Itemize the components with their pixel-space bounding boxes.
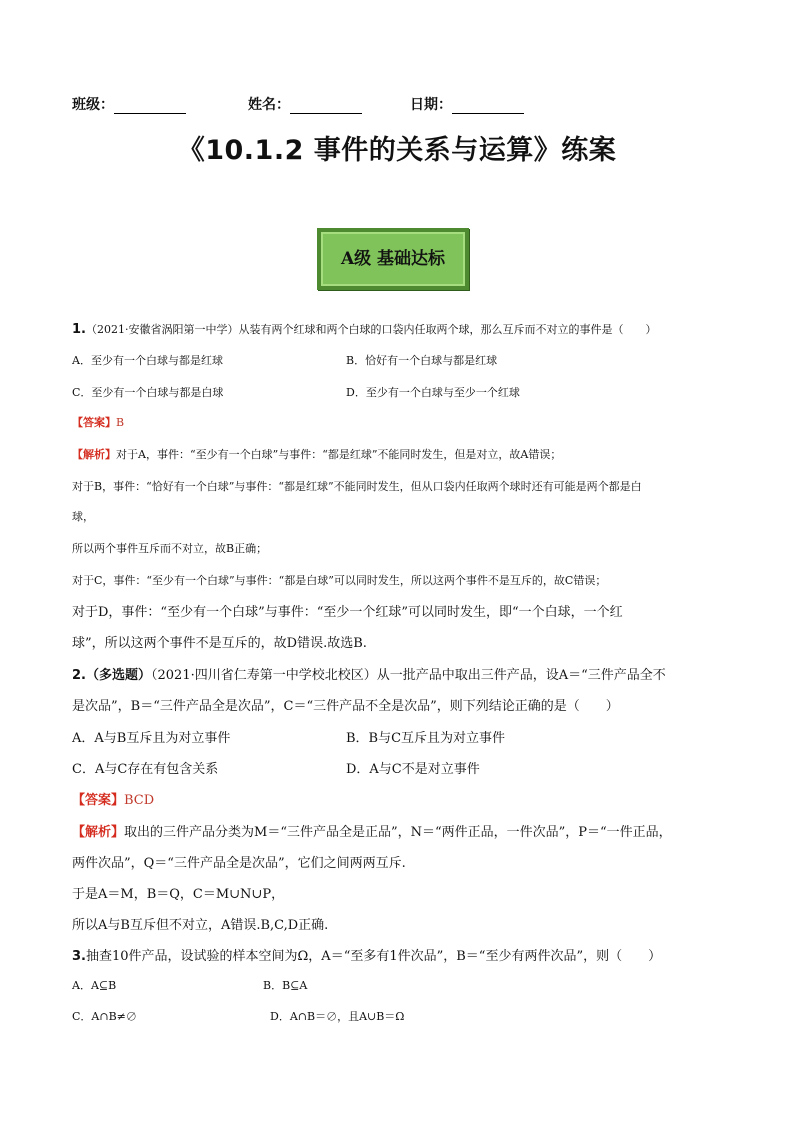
q2-stem-line-1 xyxy=(72,664,722,683)
header-fields xyxy=(72,94,712,118)
date-field xyxy=(410,94,524,114)
class-label: 班级： xyxy=(72,97,114,113)
q2-answer-value: BCD xyxy=(124,793,155,808)
page-title: 《10.1.2 事件的关系与运算》练案 xyxy=(177,135,617,166)
q1-answer-value: B xyxy=(116,416,125,429)
q1-analysis-label: 【解析】 xyxy=(72,448,116,461)
q2-analysis-text-1: 取出的三件产品分类为M＝“三件产品全是正品”，N＝“两件正品，一件次品”，P＝“一件正品， xyxy=(124,825,672,840)
q3-option-d: D．A∩B＝∅，且A∪B＝Ω xyxy=(270,1010,405,1023)
q3-number: 3. xyxy=(72,949,86,964)
class-field xyxy=(72,94,186,114)
level-badge xyxy=(317,228,469,290)
name-label: 姓名： xyxy=(248,97,290,113)
q2-option-b: B．B与C互斥且为对立事件 xyxy=(346,731,506,746)
date-blank[interactable] xyxy=(452,98,524,114)
q2-analysis-line-1 xyxy=(72,821,722,840)
q3-option-a: A．A⊆B xyxy=(72,979,117,992)
q2-analysis-label: 【解析】 xyxy=(72,825,125,840)
q1-stem-text: （2021·安徽省涡阳第一中学）从装有两个红球和两个白球的口袋内任取两个球，那么互斥而不对立的事件是（ ） xyxy=(85,323,657,336)
q1-number: 1. xyxy=(72,322,86,337)
q1-option-d: D．至少有一个白球与至少一个红球 xyxy=(346,386,520,399)
date-label: 日期： xyxy=(410,97,452,113)
q1-analysis-line-4: 所以两个事件互斥而不对立，故B正确； xyxy=(72,542,268,555)
q3-stem xyxy=(72,945,722,964)
q1-analysis-line-2: 对于B，事件：“恰好有一个白球”与事件：“都是红球”不能同时发生，但从口袋内任取两个球时还有可能是两个都是白 xyxy=(72,480,642,493)
q2-option-d: D．A与C不是对立事件 xyxy=(346,762,480,777)
q1-option-c: C．至少有一个白球与都是白球 xyxy=(72,386,224,399)
q1-option-a: A．至少有一个白球与都是红球 xyxy=(72,354,223,367)
q1-stem xyxy=(72,321,722,337)
q2-tag: （多选题） xyxy=(85,668,151,683)
q2-stem-line-2: 是次品”，B＝“三件产品全是次品”，C＝“三件产品不全是次品”，则下列结论正确的是（ ） xyxy=(72,699,619,714)
name-blank[interactable] xyxy=(290,98,362,114)
q2-answer-label: 【答案】 xyxy=(72,793,125,808)
q2-number: 2. xyxy=(72,668,86,683)
name-field xyxy=(248,94,362,114)
class-blank[interactable] xyxy=(114,98,186,114)
q2-analysis-line-2: 两件次品”，Q＝“三件产品全是次品”，它们之间两两互斥. xyxy=(72,856,406,871)
q2-answer xyxy=(72,789,722,808)
q2-analysis-line-4: 所以A与B互斥但不对立，A错误.B,C,D正确. xyxy=(72,918,329,933)
q3-option-b: B．B⊆A xyxy=(263,979,308,992)
q1-analysis-line-7: 球”，所以这两个事件不是互斥的，故D错误.故选B. xyxy=(72,636,367,651)
q2-option-c: C．A与C存在有包含关系 xyxy=(72,762,219,777)
q2-stem-text-1: （2021·四川省仁寿第一中学校北校区）从一批产品中取出三件产品，设A＝“三件产品全不 xyxy=(151,668,666,683)
q2-analysis-line-3: 于是A＝M，B＝Q，C＝M∪N∪P， xyxy=(72,887,285,902)
q1-option-b: B．恰好有一个白球与都是红球 xyxy=(346,354,498,367)
q2-option-a: A．A与B互斥且为对立事件 xyxy=(72,731,231,746)
q3-stem-text: 抽查10件产品，设试验的样本空间为Ω，A＝“至多有1件次品”，B＝“至少有两件次品”，则（ ） xyxy=(85,949,662,964)
q1-answer xyxy=(72,414,722,430)
q1-analysis-text-1: 对于A，事件：“至少有一个白球”与事件：“都是红球”不能同时发生，但是对立，故A错误； xyxy=(116,448,562,461)
q1-analysis-line-5: 对于C，事件：“至少有一个白球”与事件：“都是白球”可以同时发生，所以这两个事件不是互斥的，故C错误； xyxy=(72,574,607,587)
q1-analysis-line-6: 对于D，事件：“至少有一个白球”与事件：“至少一个红球”可以同时发生，即“一个白球，一个红 xyxy=(72,605,623,620)
q1-analysis-line-3: 球， xyxy=(72,510,94,523)
q3-option-c: C．A∩B≠∅ xyxy=(72,1010,137,1023)
q1-analysis-line-1 xyxy=(72,446,722,462)
level-badge-label: A级 基础达标 xyxy=(340,249,446,269)
q1-answer-label: 【答案】 xyxy=(72,416,116,429)
